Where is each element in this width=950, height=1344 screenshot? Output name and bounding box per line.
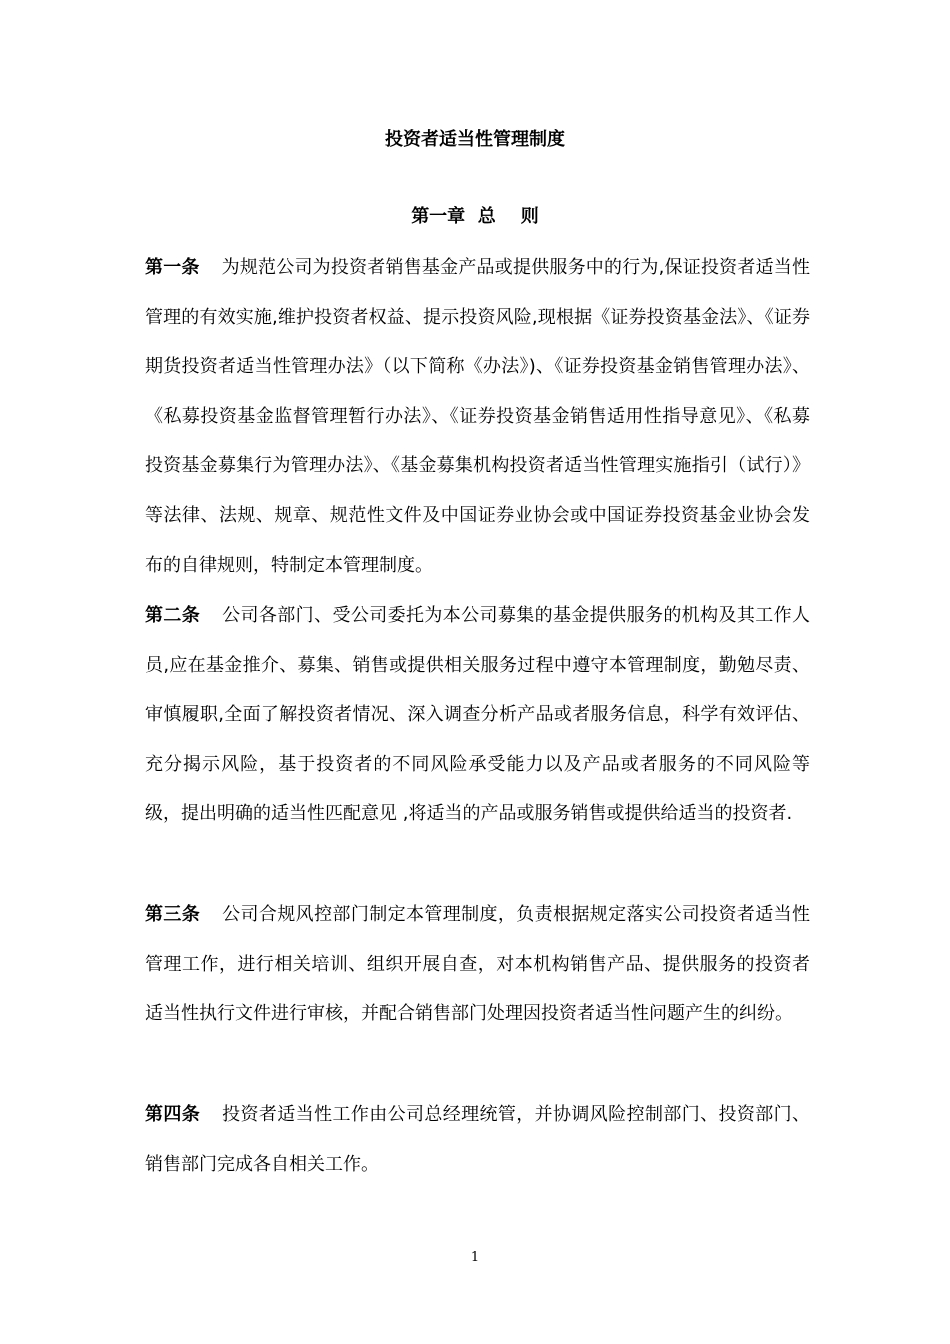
article-label: 第二条 [145,605,201,626]
article-2 [145,591,810,839]
article-label: 第四条 [145,1104,201,1125]
article-text: 为规范公司为投资者销售基金产品或提供服务中的行为,保证投资者适当性管理的有效实施,维护投资者权益、提示投资风险,现根据《证券投资基金法》、《证券期货投资者适当性管理办法》（以下简称《办法》)、《证券投资基金销售管理办法》、《私募投资基金监督管理暂行办法》、《证券投资基金销售适用性指导意见》、《私募投资基金募集行为管理办法》、《基金募集机构投资者适当性管理实施指引（试行）》等法律、法规、规章、规范性文件及中国证券业协会或中国证券投资基金业协会发布的自律规则，特制定本管理制度。 [145,257,811,576]
article-label: 第三条 [145,904,201,925]
article-text: 公司各部门、受公司委托为本公司募集的基金提供服务的机构及其工作人员,应在基金推介、募集、销售或提供相关服务过程中遵守本管理制度，勤勉尽责、审慎履职,全面了解投资者情况、深入调查分析产品或者服务信息，科学有效评估、充分揭示风险，基于投资者的不同风险承受能力以及产品或者服务的不同风险等级，提出明确的适当性匹配意见 ,将适当的产品或服务销售或提供给适当的投资者. [145,605,811,825]
article-1 [145,243,810,590]
article-text: 公司合规风控部门制定本管理制度，负责根据规定落实公司投资者适当性管理工作，进行相关培训、组织开展自查，对本机构销售产品、提供服务的投资者适当性执行文件进行审核，并配合销售部门处理因投资者适当性问题产生的纠纷。 [145,904,811,1025]
article-3 [145,890,810,1039]
article-4 [145,1090,810,1189]
article-label: 第一条 [145,257,200,278]
page-number: 1 [470,1250,480,1265]
chapter-title: 第一章 总 则 [411,206,539,227]
document-title: 投资者适当性管理制度 [385,129,565,150]
article-text: 投资者适当性工作由公司总经理统管，并协调风险控制部门、投资部门、销售部门完成各自相关工作。 [145,1104,811,1175]
